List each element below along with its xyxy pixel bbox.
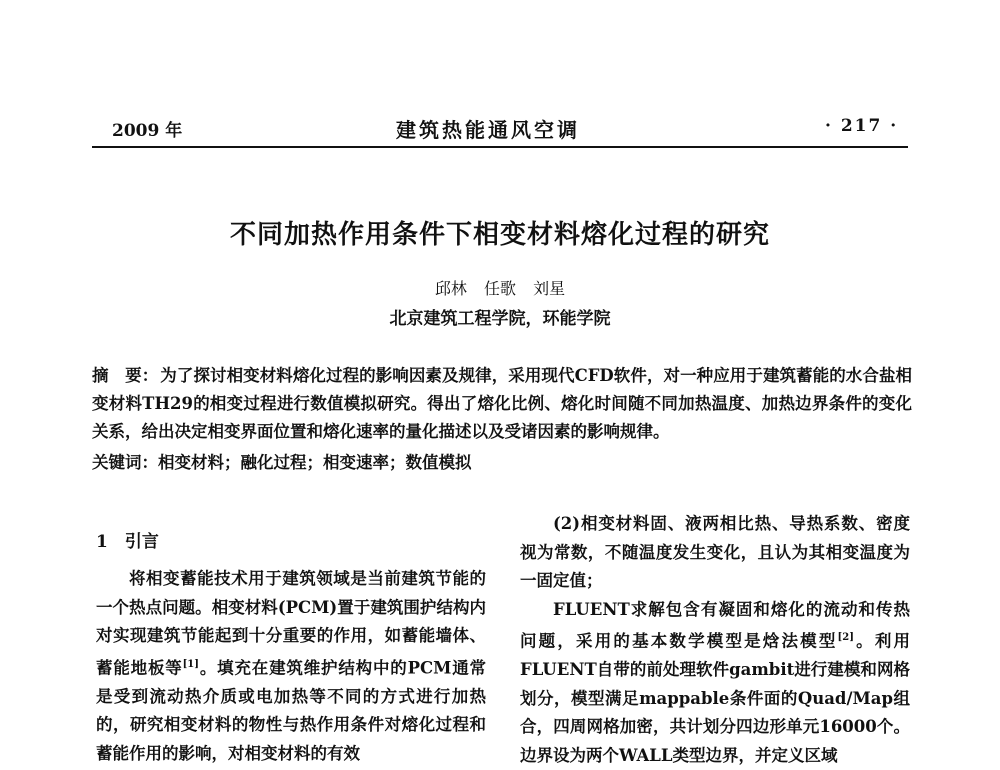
abstract (92, 362, 912, 446)
header-rule (92, 146, 908, 148)
abstract-label: 摘 要： (92, 366, 158, 385)
intro-text-a: 将相变蓄能技术用于建筑领域是当前建筑节能的一个热点问题。相变材料(PCM)置于建筑围护结构内对实现建筑节能起到十分重要的作用，如蓄能墙体、蓄能地板等 (96, 569, 486, 677)
keywords-label: 关键词： (92, 453, 158, 472)
section-heading: 1 引言 (96, 527, 159, 552)
citation-2: [2] (838, 632, 854, 643)
intro-paragraph (96, 565, 486, 768)
abstract-text: 为了探讨相变材料熔化过程的影响因素及规律，采用现代CFD软件，对一种应用于建筑蓄能的水合盐相变材料TH29的相变过程进行数值模拟研究。得出了熔化比例、熔化时间随不同加热温度、加热边界条件的变化关系，给出决定相变界面位置和熔化速率的量化描述以及受诸因素的影响规律。 (92, 366, 912, 441)
header-year: 2009 年 (112, 116, 182, 141)
right-column (520, 510, 910, 770)
fluent-paragraph (520, 596, 910, 770)
fluent-text-b: 。利用FLUENT自带的前处理软件gambit进行建模和网格划分，模型满足mappable条件面的Quad/Map组合，四周网格加密，共计划分四边形单元16000个。边界设为两个WALL类型边界，并定义区域 (520, 632, 910, 765)
paper-title: 不同加热作用条件下相变材料熔化过程的研究 (0, 214, 1000, 251)
fluent-text-a: FLUENT求解包含有凝固和熔化的流动和传热问题，采用的基本数学模型是焓法模型 (520, 600, 910, 651)
authors: 邱林 任歌 刘星 (0, 276, 1000, 299)
keywords (92, 449, 912, 473)
keywords-text: 相变材料；融化过程；相变速率；数值模拟 (158, 453, 472, 472)
affiliation: 北京建筑工程学院，环能学院 (0, 304, 1000, 329)
citation-1: [1] (183, 659, 199, 670)
page-number: · 217 · (825, 116, 898, 136)
assumption-paragraph: (2)相变材料固、液两相比热、导热系数、密度视为常数，不随温度发生变化，且认为其相变温度为一固定值； (520, 510, 910, 596)
journal-name: 建筑热能通风空调 (396, 114, 580, 143)
intro-text-b: 。填充在建筑维护结构中的PCM通常是受到流动热介质或电加热等不同的方式进行加热的，研究相变材料的物性与热作用条件对熔化过程和蓄能作用的影响，对相变材料的有效 (96, 658, 486, 763)
left-column (96, 565, 486, 768)
